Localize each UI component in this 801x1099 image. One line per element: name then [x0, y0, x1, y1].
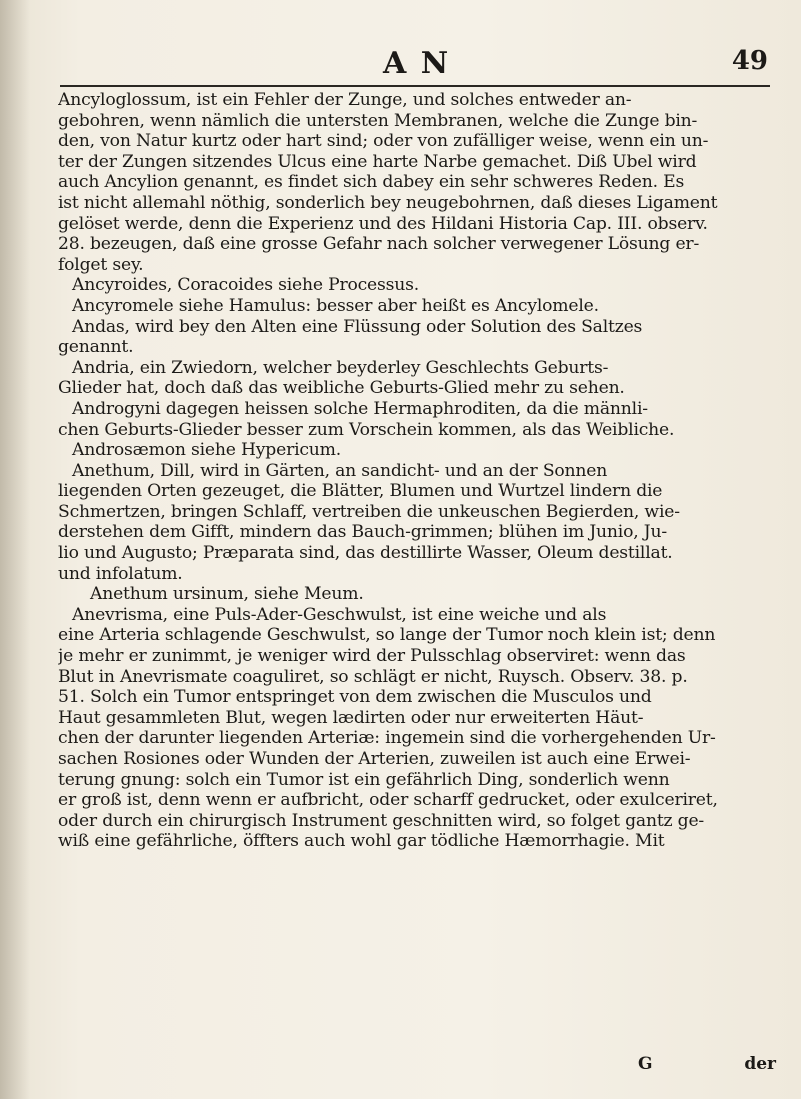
text-line: Schmertzen, bringen Schlaff, vertreiben die unkeuschen Begierden, wie-	[58, 501, 680, 522]
text-line: je mehr er zunimmt, je weniger wird der Pulsschlag observiret: wenn das	[58, 646, 686, 667]
text-line: lio und Augusto; Præparata sind, das destillirte Wasser, Oleum destillat.	[58, 543, 673, 564]
text-line: den, von Natur kurtz oder hart sind; oder von zufälliger weise, wenn ein un-	[58, 131, 709, 152]
header-rule	[60, 85, 770, 87]
entry-line: Anevrisma, eine Puls-Ader-Geschwulst, ist eine weiche und als	[72, 604, 607, 625]
text-line: folget sey.	[58, 254, 144, 275]
text-line: Glieder hat, doch daß das weibliche Geburts-Glied mehr zu sehen.	[58, 378, 625, 399]
text-line: Blut in Anevrismate coaguliret, so schlägt er nicht, Ruysch. Observ. 38. p.	[58, 666, 688, 687]
catchword: der	[744, 1054, 776, 1074]
entry-line: Andas, wird bey den Alten eine Flüssung oder Solution des Saltzes	[72, 316, 643, 337]
text-line: auch Ancylion genannt, es findet sich dabey ein sehr schweres Reden. Es	[58, 172, 685, 193]
text-line: gebohren, wenn nämlich die untersten Membranen, welche die Zunge bin-	[58, 110, 698, 131]
page-text	[58, 90, 776, 852]
text-line: 51. Solch ein Tumor entspringet von dem zwischen die Musculos und	[58, 687, 652, 708]
signature-mark: G	[638, 1054, 653, 1074]
text-line: 28. bezeugen, daß eine grosse Gefahr nach solcher verwegener Lösung er-	[58, 234, 700, 255]
text-line: ist nicht allemahl nöthig, sonderlich bey neugebohrnen, daß dieses Ligament	[58, 192, 718, 213]
text-line: genannt.	[58, 337, 134, 358]
entry-line: Ancyromele siehe Hamulus: besser aber heißt es Ancylomele.	[72, 295, 599, 316]
text-line: terung gnung: solch ein Tumor ist ein gefährlich Ding, sonderlich wenn	[58, 769, 670, 790]
running-head: A N	[383, 46, 451, 81]
text-line: ter der Zungen sitzendes Ulcus eine harte Narbe gemachet. Diß Ubel wird	[58, 151, 697, 172]
entry-line: Androgyni dagegen heissen solche Hermaphroditen, da die männli-	[72, 398, 648, 419]
entry-line: Andria, ein Zwiedorn, welcher beyderley Geschlechts Geburts-	[72, 357, 609, 378]
page-header	[60, 36, 770, 81]
text-line: sachen Rosiones oder Wunden der Arterien, zuweilen ist auch eine Erwei-	[58, 749, 691, 769]
entry-line: Anethum, Dill, wird in Gärten, an sandicht- und an der Sonnen	[72, 460, 608, 481]
page-footer	[58, 1054, 776, 1078]
text-line: er groß ist, denn wenn er aufbricht, oder scharff gedrucket, oder exulceriret,	[58, 790, 718, 811]
text-line: und infolatum.	[58, 563, 183, 584]
text-line: chen Geburts-Glieder besser zum Vorschein kommen, als das Weibliche.	[58, 419, 675, 440]
page-gutter-shadow	[0, 0, 30, 1099]
text-line: eine Arteria schlagende Geschwulst, so lange der Tumor noch klein ist; denn	[58, 625, 716, 646]
entry-line: Androsæmon siehe Hypericum.	[72, 440, 342, 461]
text-line: liegenden Orten gezeuget, die Blätter, Blumen und Wurtzel lindern die	[58, 481, 663, 502]
text-line: derstehen dem Gifft, mindern das Bauch-grimmen; blühen im Junio, Ju-	[58, 522, 667, 543]
entry-line: Anethum ursinum, siehe Meum.	[90, 584, 364, 605]
entry-line: Ancyroides, Coracoides siehe Processus.	[72, 275, 420, 296]
text-line: chen der darunter liegenden Arteriæ: ingemein sind die vorhergehenden Ur-	[58, 728, 716, 749]
text-line: wiß eine gefährliche, öffters auch wohl gar tödliche Hæmorrhagie. Mit	[58, 831, 665, 852]
text-line: Ancyloglossum, ist ein Fehler der Zunge, und solches entweder an-	[58, 90, 632, 110]
text-line: Haut gesammleten Blut, wegen lædirten oder nur erweiterten Häut-	[58, 707, 644, 728]
page-number: 49	[731, 46, 768, 76]
text-line: gelöset werde, denn die Experienz und des Hildani Historia Cap. III. observ.	[58, 213, 708, 234]
text-line: oder durch ein chirurgisch Instrument geschnitten wird, so folget gantz ge-	[58, 810, 705, 831]
